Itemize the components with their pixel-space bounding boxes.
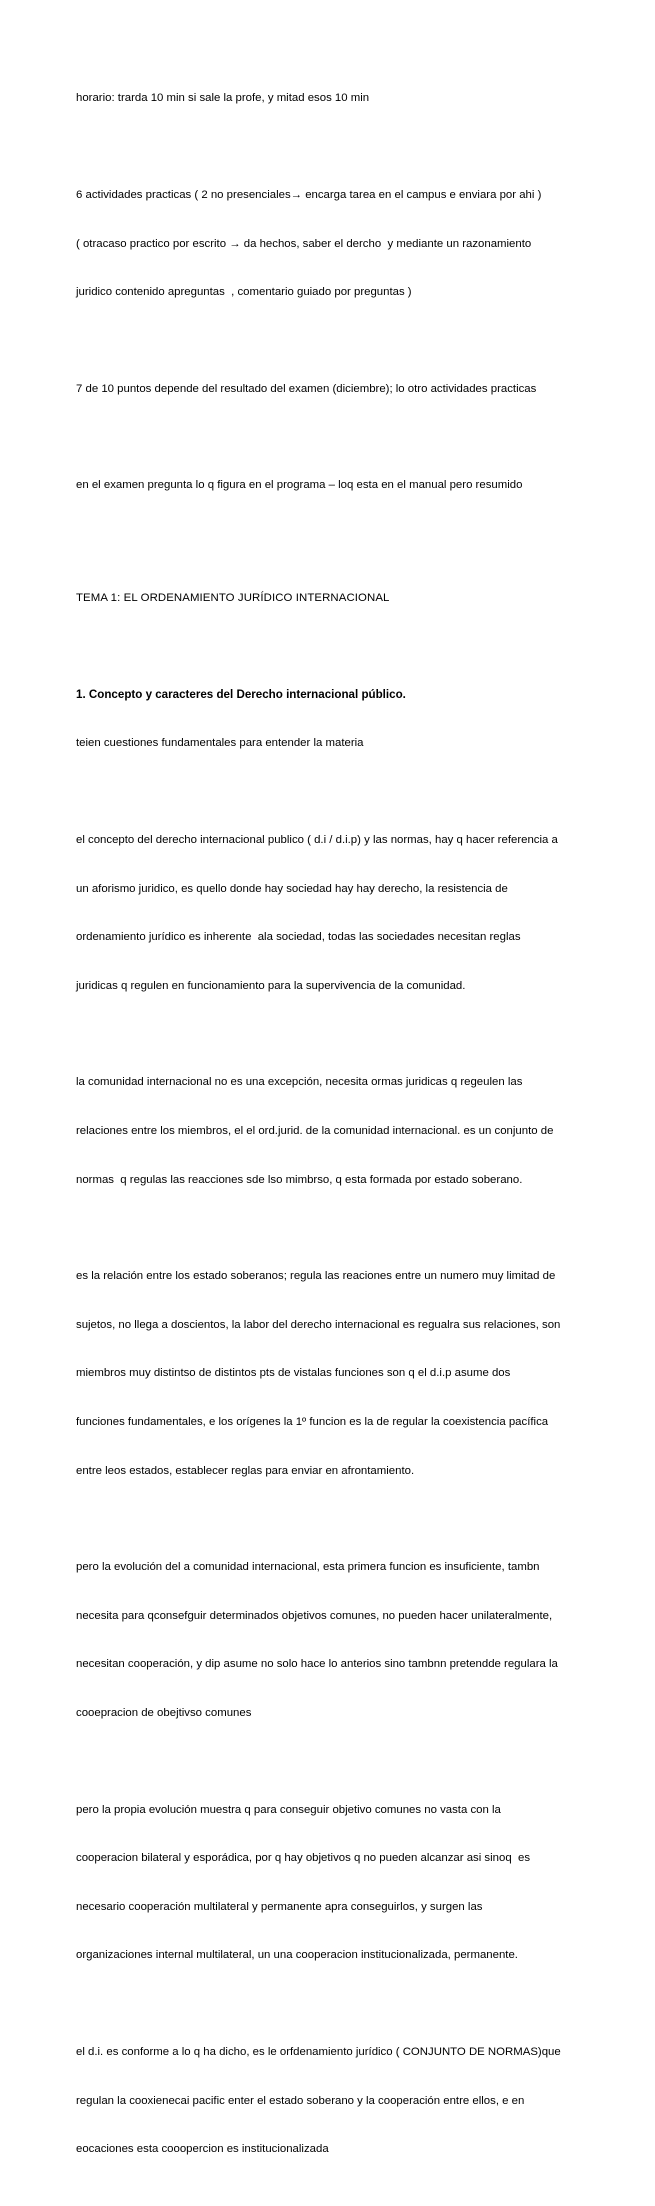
activities-note [76, 155, 581, 333]
text-line: cooepracion de obejtivso comunes [76, 1707, 252, 1720]
topic-title-text: TEMA 1: EL ORDENAMIENTO JURÍDICO INTERNACIONAL [76, 592, 390, 605]
text-line: la comunidad internacional no es una excepción, necesita ormas juridicas q regeulen las [76, 1076, 523, 1089]
text-line: ordenamiento jurídico es inherente ala sociedad, todas las sociedades necesitan reglas [76, 931, 521, 944]
text-line: organizaciones internal multilateral, un una cooperacion institucionalizada, permanente. [76, 1949, 518, 1962]
body-paragraph-6 [76, 2012, 581, 2190]
text-line: 6 actividades practicas ( 2 no presenciales→ encarga tarea en el campus e enviara por ahi ) [76, 189, 542, 202]
topic-title [76, 558, 581, 639]
text-line: regulan la cooxienecai pacific enter el estado soberano y la cooperación entre ellos, e en [76, 2094, 525, 2107]
section-block [76, 654, 581, 784]
spacer [76, 542, 581, 558]
text-line: juridicas q regulen en funcionamiento para la supervivencia de la comunidad. [76, 979, 466, 992]
body-paragraph-5 [76, 1769, 581, 1996]
text-line: pero la evolución del a comunidad internacional, esta primera funcion es insuficiente, tambn [76, 1561, 540, 1574]
body-paragraph-4 [76, 1527, 581, 1754]
text-line: pero la propia evolución muestra q para conseguir objetivo comunes no vasta con la [76, 1803, 501, 1816]
text-line: un aforismo juridico, es quello donde hay sociedad hay hay derecho, la resistencia de [76, 882, 508, 895]
text-line: en el examen pregunta lo q figura en el programa – loq esta en el manual pero resumido [76, 479, 523, 492]
section-intro: teien cuestiones fundamentales para entender la materia [76, 737, 364, 750]
section-heading: 1. Concepto y caracteres del Derecho internacional público. [76, 687, 406, 701]
body-paragraph-2 [76, 1042, 581, 1220]
text-line: ( otracaso practico por escrito → da hechos, saber el dercho y mediante un razonamiento [76, 237, 532, 250]
schedule-note [76, 58, 581, 139]
grading-note [76, 348, 581, 429]
text-line: es la relación entre los estado soberanos; regula las reaciones entre un numero muy limitad de [76, 1270, 556, 1283]
text-line: normas q regulas las reacciones sde lso mimbrso, q esta formada por estado soberano. [76, 1173, 523, 1186]
text-line: entre leos estados, establecer reglas para enviar en afrontamiento. [76, 1464, 415, 1477]
text-line: horario: trarda 10 min si sale la profe, y mitad esos 10 min [76, 92, 370, 105]
text-line: funciones fundamentales, e los orígenes la 1º funcion es la de regular la coexistencia pacífica [76, 1415, 549, 1428]
text-line: el concepto del derecho internacional publico ( d.i / d.i.p) y las normas, hay q hacer referencia a [76, 833, 558, 846]
text-line: 7 de 10 puntos depende del resultado del examen (diciembre); lo otro actividades practicas [76, 382, 537, 395]
exam-note [76, 445, 581, 526]
text-line: necesario cooperación multilateral y permanente apra conseguirlos, y surgen las [76, 1900, 483, 1913]
text-line: relaciones entre los miembros, el el ord.jurid. de la comunidad internacional. es un conjunto de [76, 1124, 554, 1137]
text-line: necesita para qconsefguir determinados objetivos comunes, no pueden hacer unilateralmente, [76, 1609, 553, 1622]
text-line: eocaciones esta cooopercion es institucionalizada [76, 2143, 329, 2156]
document-page [76, 58, 581, 2206]
text-line: el d.i. es conforme a lo q ha dicho, es le orfdenamiento jurídico ( CONJUNTO DE NORMAS)que [76, 2046, 561, 2059]
body-paragraph-1 [76, 799, 581, 1026]
text-line: sujetos, no llega a doscientos, la labor del derecho internacional es regualra sus relaciones, son [76, 1318, 561, 1331]
text-line: miembros muy distintso de distintos pts de vistalas funciones son q el d.i.p asume dos [76, 1367, 511, 1380]
text-line: juridico contenido apreguntas , comentario guiado por preguntas ) [76, 286, 412, 299]
text-line: cooperacion bilateral y esporádica, por q hay objetivos q no pueden alcanzar asi sinoq es [76, 1852, 531, 1865]
text-line: necesitan cooperación, y dip asume no solo hace lo anterios sino tambnn pretendde regulara la [76, 1658, 558, 1671]
body-paragraph-3 [76, 1236, 581, 1511]
